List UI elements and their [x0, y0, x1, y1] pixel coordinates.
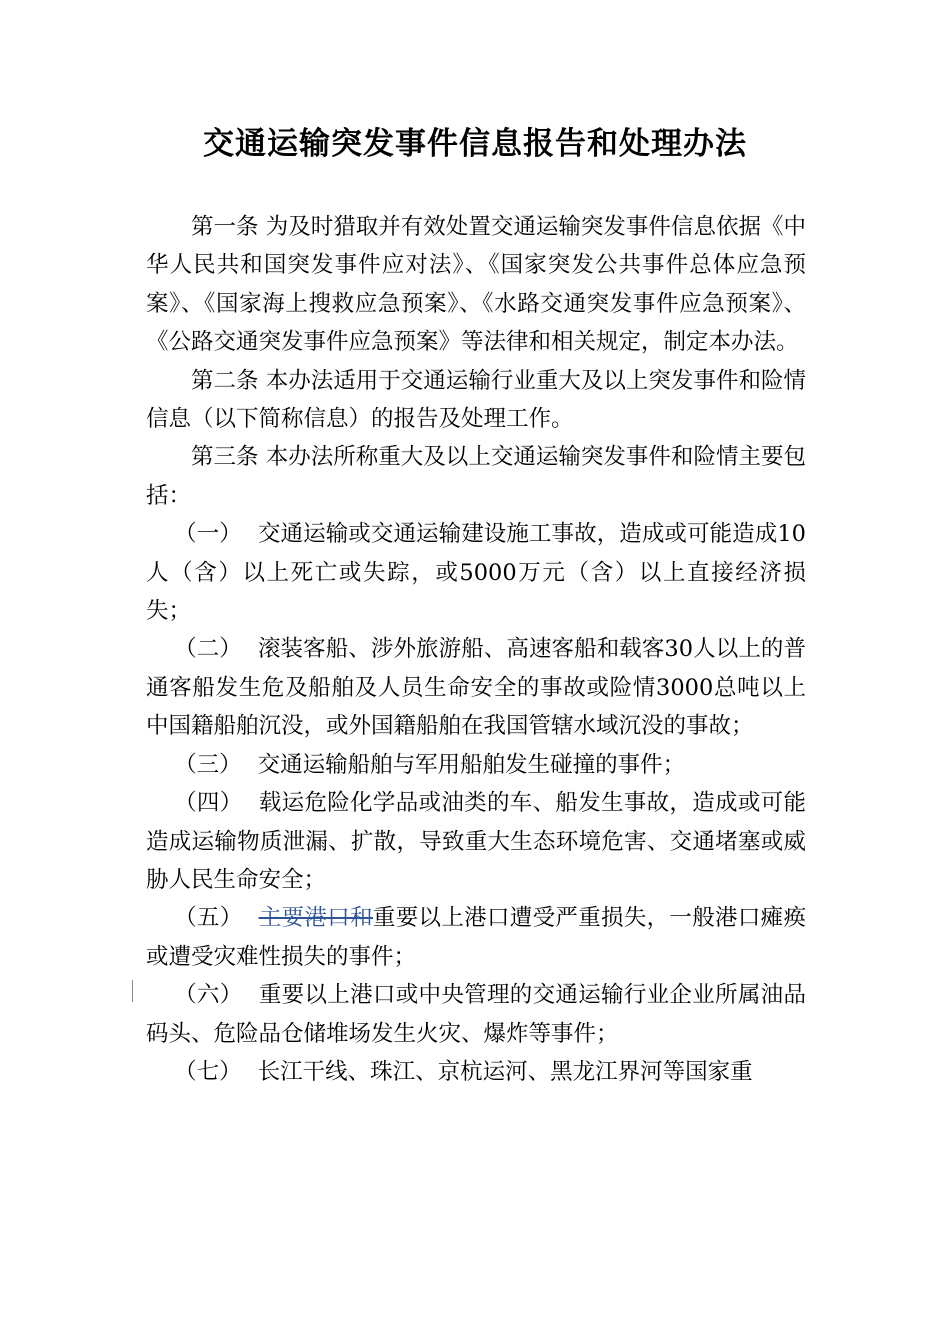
document-title: 交通运输突发事件信息报告和处理办法	[203, 126, 747, 162]
item-label: （二）	[174, 636, 242, 663]
article-1: 第一条 为及时猎取并有效处置交通运输突发事件信息依据《中华人民共和国突发事件应对法》、《国家突发公共事件总体应急预案》、《国家海上搜救应急预案》、《水路交通突发事件应急预案》、《公路交通突发事件应急预案》等法律和相关规定，制定本办法。	[146, 214, 806, 356]
list-item	[146, 515, 806, 630]
list-item	[146, 746, 806, 784]
list-item	[146, 1053, 806, 1091]
item-text: 重要以上港口遭受严重损失，一般港口瘫痪或遭受灾难性损失的事件；	[146, 905, 806, 970]
item-text: 交通运输船舶与军用船舶发生碰撞的事件；	[257, 751, 686, 778]
item-label: （七）	[174, 1058, 242, 1085]
list-item	[146, 976, 806, 1053]
item-text: 长江干线、珠江、京杭运河、黑龙江界河等国家重	[257, 1058, 753, 1085]
list-item-revised	[146, 899, 806, 976]
item-label: （六）	[174, 982, 243, 1009]
article-2: 第二条 本办法适用于交通运输行业重大及以上突发事件和险情信息（以下简称信息）的报告及处理工作。	[146, 367, 806, 433]
article-3: 第三条 本办法所称重大及以上交通运输突发事件和险情主要包括：	[146, 444, 806, 509]
item-text: 重要以上港口或中央管理的交通运输行业企业所属油品码头、危险品仓储堆场发生火灾、爆炸等事件；	[146, 982, 806, 1047]
list-item	[146, 784, 806, 899]
item-label: （五）	[174, 905, 243, 932]
item-text: 滚装客船、涉外旅游船、高速客船和载客30人以上的普通客船发生危及船舶及人员生命安全的事故或险情3000总吨以上中国籍船舶沉没，或外国籍船舶在我国管辖水域沉没的事故；	[146, 636, 806, 740]
item-label: （三）	[174, 751, 242, 778]
document-body	[146, 208, 806, 1091]
item-label: （四）	[174, 790, 243, 817]
item-text: 交通运输或交通运输建设施工事故，造成或可能造成10人（含）以上死亡或失踪，或5000万元（含）以上直接经济损失；	[146, 521, 806, 625]
item-text: 载运危险化学品或油类的车、船发生事故，造成或可能造成运输物质泄漏、扩散，导致重大生态环境危害、交通堵塞或威胁人民生命安全；	[146, 790, 806, 893]
revision-change-bar	[132, 980, 133, 1002]
item-label: （一）	[174, 521, 242, 548]
list-item	[146, 630, 806, 745]
deleted-text-revision[interactable]: 主要港口和	[258, 905, 373, 932]
